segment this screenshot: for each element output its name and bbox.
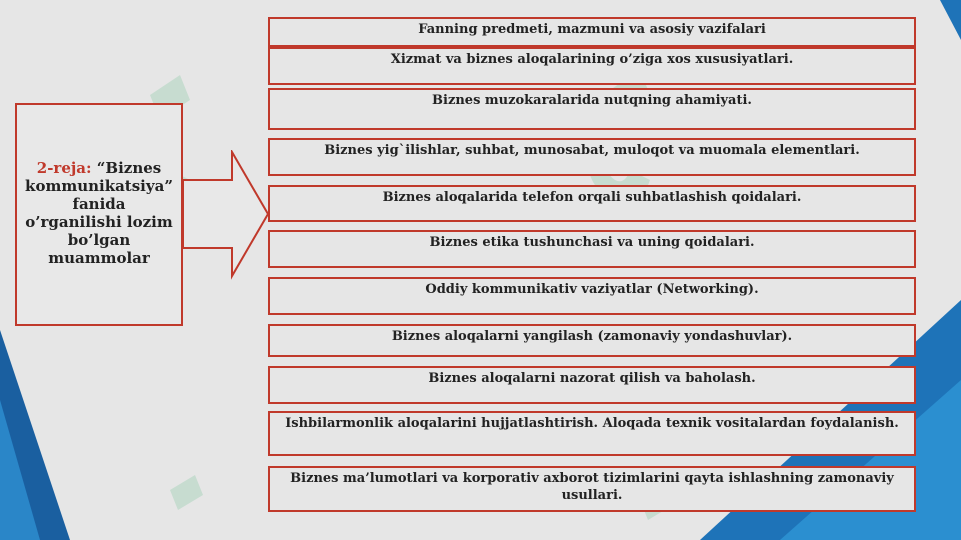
plan-label-text <box>24 159 174 267</box>
topic-item: Fanning predmeti, mazmuni va asosiy vazifalari <box>268 17 916 47</box>
plan-label-box <box>15 103 183 326</box>
topic-item: Xizmat va biznes aloqalarining o’ziga xos xususiyatlari. <box>268 47 916 85</box>
topic-item: Biznes aloqalarni yangilash (zamonaviy yondashuvlar). <box>268 324 916 357</box>
topic-item: Biznes aloqalarni nazorat qilish va baholash. <box>268 366 916 404</box>
topic-item: Biznes etika tushunchasi va uning qoidalari. <box>268 230 916 268</box>
topic-item: Biznes aloqalarida telefon orqali suhbatlashish qoidalari. <box>268 185 916 222</box>
bg-shape-top-right <box>940 0 961 40</box>
topic-item: Oddiy kommunikativ vaziyatlar (Networking). <box>268 277 916 315</box>
topic-item: Biznes ma’lumotlari va korporativ axborot tizimlarini qayta ishlashning zamonaviy usullari. <box>268 466 916 512</box>
right-arrow-icon <box>182 150 272 280</box>
plan-title: “Biznes kommunikatsiya” fanida o’rganilishi lozim bo’lgan muammolar <box>25 158 173 267</box>
topic-item: Biznes yig`ilishlar, suhbat, munosabat, muloqot va muomala elementlari. <box>268 138 916 176</box>
topic-item: Biznes muzokaralarida nutqning ahamiyati. <box>268 88 916 130</box>
topic-item: Ishbilarmonlik aloqalarini hujjatlashtirish. Aloqada texnik vositalardan foydalanish. <box>268 411 916 456</box>
plan-number: 2-reja: <box>36 158 92 177</box>
